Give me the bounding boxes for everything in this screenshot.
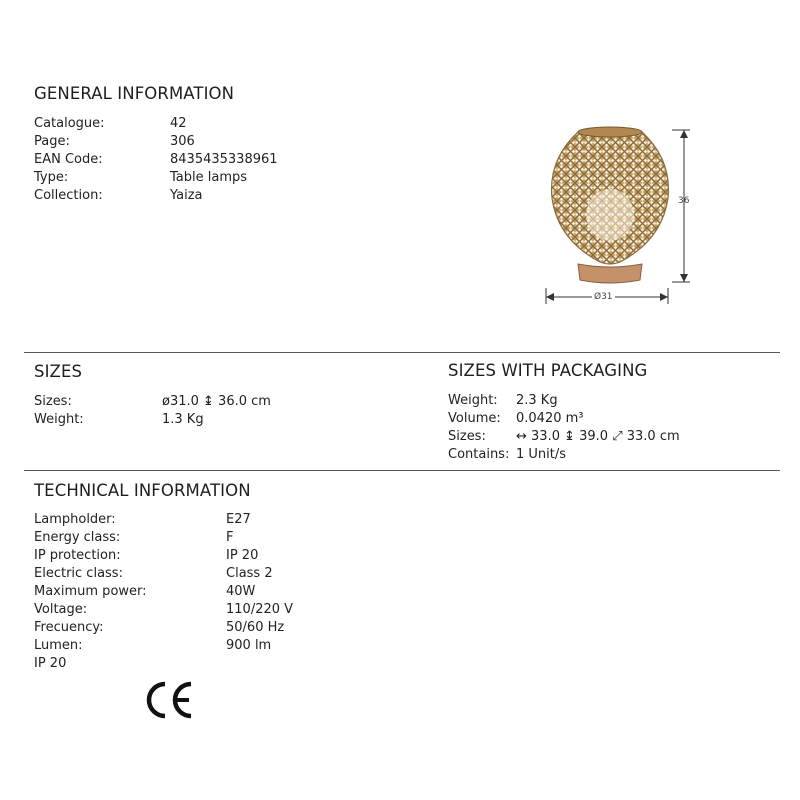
row-value: Yaiza xyxy=(170,188,203,203)
general-row-page xyxy=(34,133,334,151)
row-label: Maximum power: xyxy=(34,584,147,599)
row-value: 1 Unit/s xyxy=(516,447,567,462)
row-value: 0.0420 m³ xyxy=(516,411,584,426)
general-information-heading: GENERAL INFORMATION xyxy=(34,84,235,103)
row-value: F xyxy=(226,530,234,545)
row-value: 1.3 Kg xyxy=(162,412,204,427)
row-label: Catalogue: xyxy=(34,116,105,131)
tech-row-electric-class xyxy=(34,565,414,583)
packaging-row-volume xyxy=(448,410,778,428)
row-value: 40W xyxy=(226,584,256,599)
sizes-row-sizes xyxy=(34,393,414,411)
general-row-catalogue xyxy=(34,115,334,133)
row-label: IP protection: xyxy=(34,548,121,563)
row-label: Contains: xyxy=(448,447,510,462)
tech-row-maximum-power xyxy=(34,583,414,601)
tech-row-lumen xyxy=(34,637,414,655)
general-row-collection xyxy=(34,187,334,205)
row-label: Lumen: xyxy=(34,638,83,653)
sizes-row-weight xyxy=(34,411,414,429)
row-value: ø31.0 ↨ 36.0 cm xyxy=(162,394,271,409)
row-value: 50/60 Hz xyxy=(226,620,285,635)
row-label: Voltage: xyxy=(34,602,88,617)
packaging-row-sizes xyxy=(448,428,778,446)
product-drawing xyxy=(530,120,710,310)
technical-information-heading: TECHNICAL INFORMATION xyxy=(34,481,251,500)
row-value: IP 20 xyxy=(226,548,259,563)
row-value: Class 2 xyxy=(226,566,273,581)
section-divider xyxy=(24,352,780,353)
tech-row-energy-class xyxy=(34,529,414,547)
row-label: Sizes: xyxy=(448,429,486,444)
tech-row-voltage xyxy=(34,601,414,619)
row-label: Sizes: xyxy=(34,394,72,409)
row-label: Page: xyxy=(34,134,70,149)
row-label: Lampholder: xyxy=(34,512,116,527)
sizes-heading: SIZES xyxy=(34,362,83,381)
packaging-row-contains xyxy=(448,446,778,464)
height-dimension-label: 36 xyxy=(678,196,690,206)
tech-footer-ip-note xyxy=(34,655,234,673)
width-dimension-label: Ø31 xyxy=(594,292,613,302)
row-value: 900 lm xyxy=(226,638,272,653)
general-row-ean-code xyxy=(34,151,334,169)
row-value: E27 xyxy=(226,512,251,527)
general-row-type xyxy=(34,169,334,187)
tech-row-lampholder xyxy=(34,511,414,529)
row-label: Weight: xyxy=(448,393,498,408)
section-divider xyxy=(24,470,780,471)
row-label: Weight: xyxy=(34,412,84,427)
row-value: Table lamps xyxy=(170,170,248,185)
row-value: ↔ 33.0 ↨ 39.0 ⤢ 33.0 cm xyxy=(516,429,680,444)
row-label: Collection: xyxy=(34,188,103,203)
row-value: 42 xyxy=(170,116,187,131)
packaging-heading: SIZES WITH PACKAGING xyxy=(448,361,648,380)
row-label: EAN Code: xyxy=(34,152,103,167)
tech-row-ip-protection xyxy=(34,547,414,565)
row-label: Electric class: xyxy=(34,566,123,581)
row-label: IP 20 xyxy=(34,656,67,671)
row-value: 306 xyxy=(170,134,195,149)
row-value: 2.3 Kg xyxy=(516,393,558,408)
lamp-image xyxy=(530,120,710,310)
packaging-row-weight xyxy=(448,392,778,410)
row-value: 110/220 V xyxy=(226,602,294,617)
row-label: Energy class: xyxy=(34,530,121,545)
tech-row-frecuency xyxy=(34,619,414,637)
ce-mark-icon xyxy=(143,678,197,722)
row-label: Type: xyxy=(34,170,69,185)
row-label: Frecuency: xyxy=(34,620,104,635)
row-value: 8435435338961 xyxy=(170,152,278,167)
row-label: Volume: xyxy=(448,411,501,426)
